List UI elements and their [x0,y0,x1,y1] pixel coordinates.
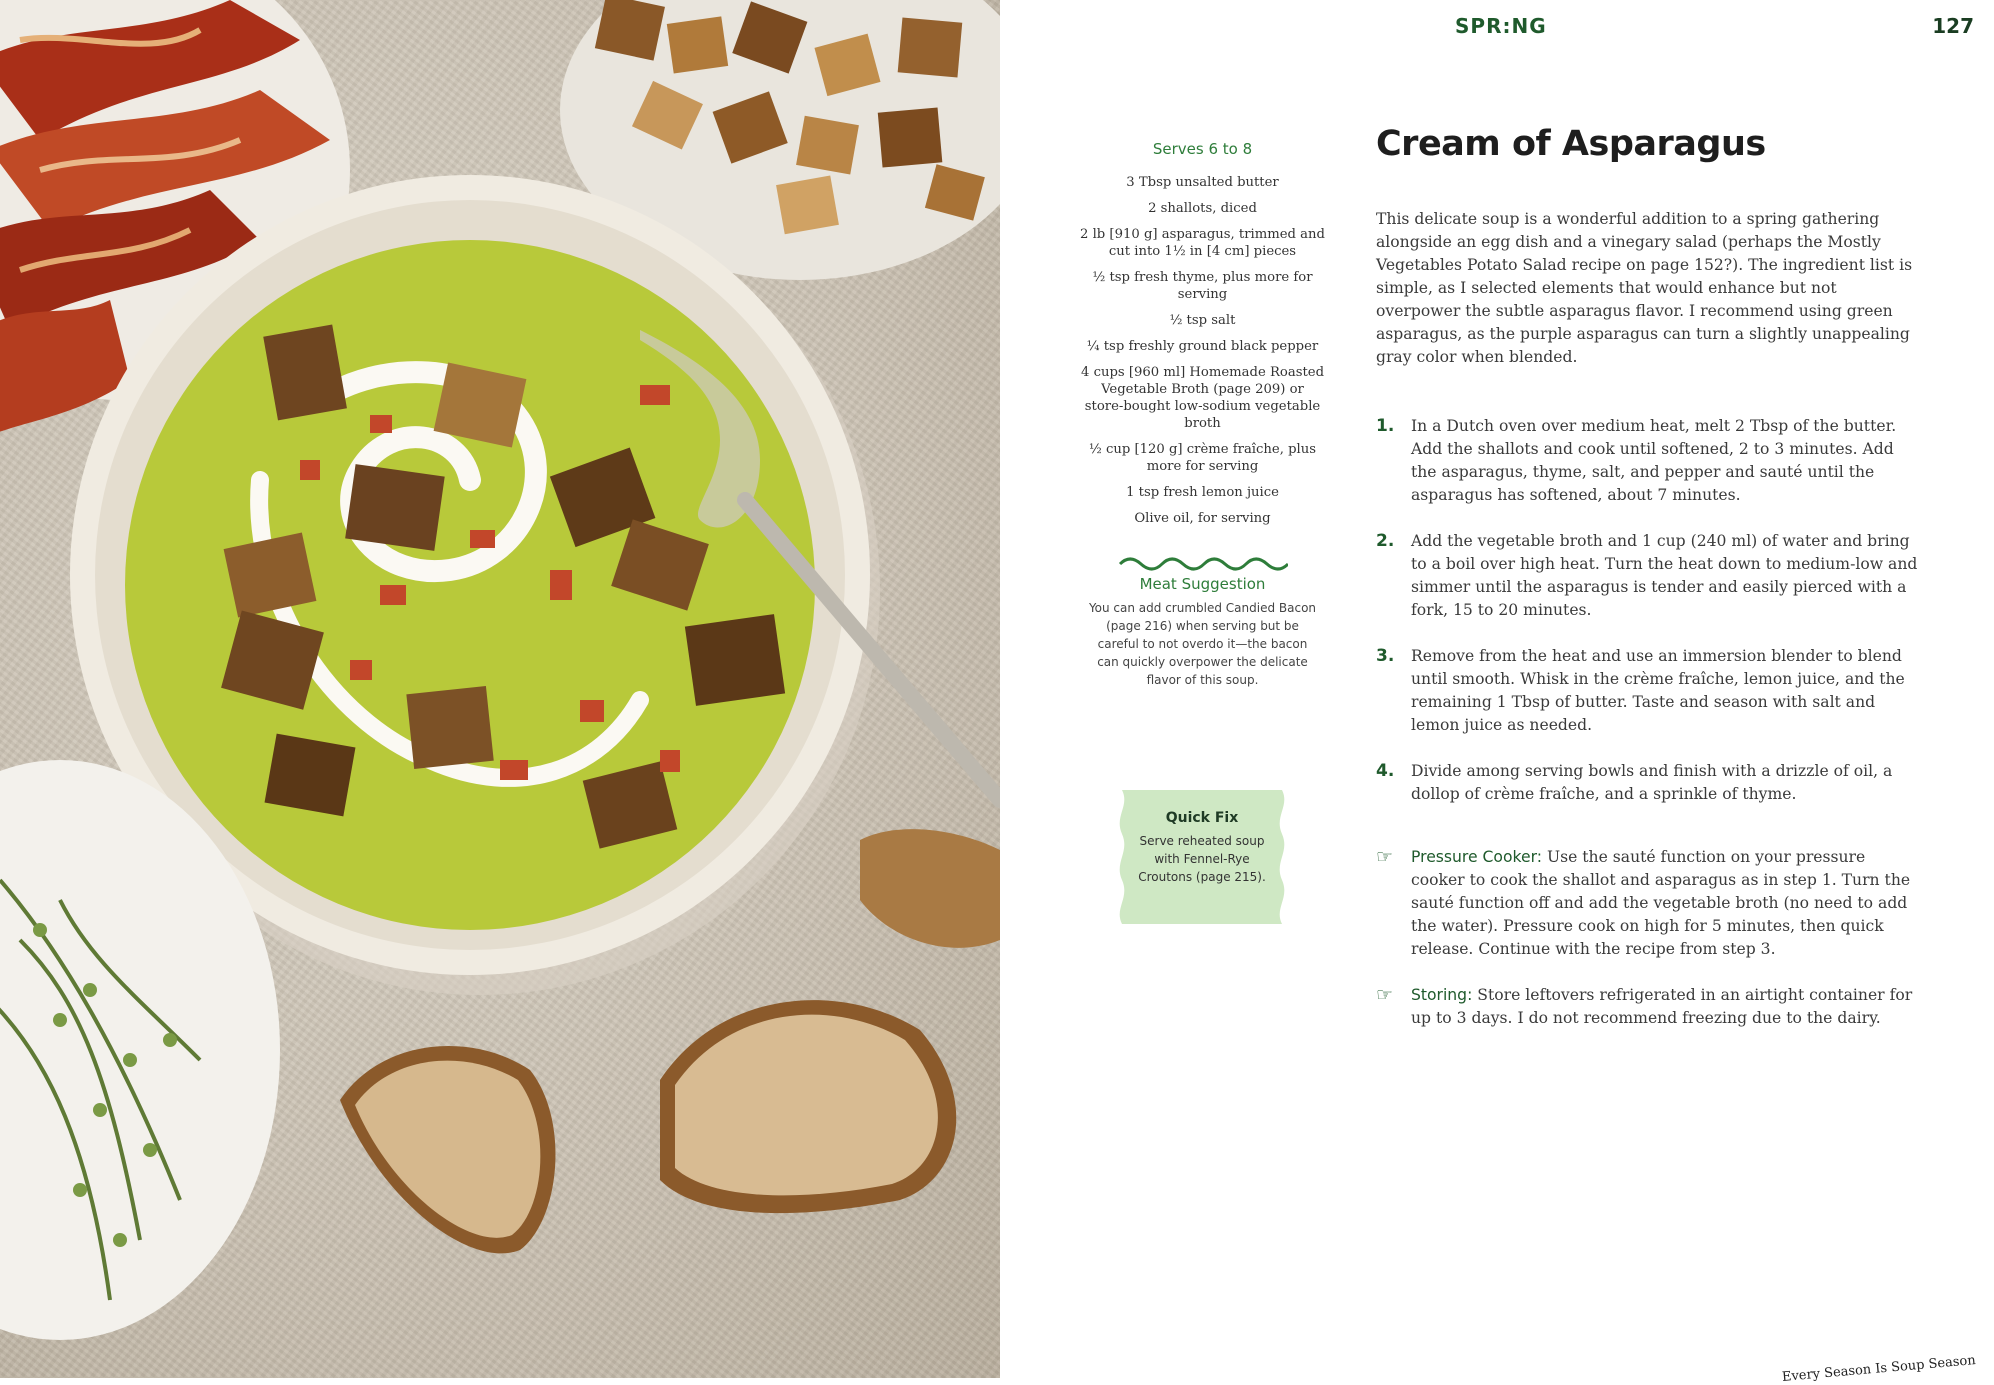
step-item [1376,415,1921,507]
step-text: Remove from the heat and use an immersion blender to blend until smooth. Whisk in the crème fraîche, lemon juice, and the remaining 1 Tbsp of butter. Taste and season with salt and lemon juice as needed. [1411,647,1905,734]
note-label: Pressure Cooker: [1411,848,1542,866]
step-item [1376,645,1921,737]
pressure-cooker-note [1376,846,1921,961]
storing-note [1376,984,1921,1030]
step-number: 4. [1376,761,1395,781]
note-text: Store leftovers refrigerated in an airtight container for up to 3 days. I do not recommend freezing due to the dairy. [1411,986,1913,1027]
ingredient-item: 4 cups [960 ml] Homemade Roasted Vegetable Broth (page 209) or store-bought low-sodium vegetable broth [1080,365,1325,431]
pointing-hand-icon: ☞ [1376,846,1394,868]
squiggle-divider [1118,557,1288,571]
step-item [1376,530,1921,622]
note-text: Use the sauté function on your pressure cooker to cook the shallot and asparagus as in step 1. Turn the sauté function off and add the vegetable broth (no need to add the water). Pressure cook on high for 5 minutes, then quick release. Continue with the recipe from step 3. [1411,848,1911,958]
ingredient-item: ¼ tsp freshly ground black pepper [1086,339,1319,354]
recipe-title: Cream of Asparagus [1376,124,1766,164]
serves-label: Serves 6 to 8 [1152,140,1253,158]
quick-fix-text: Serve reheated soup with Fennel-Rye Croutons (page 215). [1138,834,1266,884]
meat-suggestion-text: You can add crumbled Candied Bacon (page 216) when serving but be careful to not overdo it—the bacon can quickly overpower the delicate flavor of this soup. [1088,601,1317,687]
ingredient-item: 3 Tbsp unsalted butter [1126,175,1279,190]
meat-suggestion-title: Meat Suggestion [1139,575,1266,593]
pointing-hand-icon: ☞ [1376,984,1394,1006]
book-title-footer: Every Season Is Soup Season [1781,1353,1976,1385]
ingredient-item: ½ tsp fresh thyme, plus more for serving [1092,270,1313,302]
recipe-main [1376,124,1921,1053]
section-header: SPR:NG [1455,14,1547,38]
ingredients-sidebar [1080,140,1325,689]
ingredient-item: Olive oil, for serving [1134,511,1271,526]
photo-illustration [0,0,1000,1378]
recipe-intro: This delicate soup is a wonderful addition to a spring gathering alongside an egg dish and a vinegary salad (perhaps the Mostly Vegetables Potato Salad recipe on page 152?). The ingredient list is simple, as I selected elements that would enhance but not overpower the subtle asparagus flavor. I recommend using green asparagus, as the purple asparagus can turn a slightly unappealing gray color when blended. [1376,210,1913,366]
step-number: 3. [1376,646,1395,666]
ingredient-item: 1 tsp fresh lemon juice [1126,485,1279,500]
ingredient-item: 2 lb [910 g] asparagus, trimmed and cut into 1½ in [4 cm] pieces [1080,227,1325,259]
ingredient-item: ½ tsp salt [1169,313,1236,328]
step-text: In a Dutch oven over medium heat, melt 2 Tbsp of the butter. Add the shallots and cook until softened, 2 to 3 minutes. Add the asparagus, thyme, salt, and pepper and sauté until the asparagus has softened, about 7 minutes. [1411,417,1897,504]
quick-fix-box [1114,786,1290,928]
ingredient-item: ½ cup [120 g] crème fraîche, plus more for serving [1088,442,1317,474]
ingredient-item: 2 shallots, diced [1148,201,1257,216]
ingredient-list [1080,174,1325,527]
step-text: Divide among serving bowls and finish with a drizzle of oil, a dollop of crème fraîche, and a sprinkle of thyme. [1411,762,1893,803]
asparagus-soup [125,240,815,930]
step-number: 1. [1376,416,1395,436]
recipe-page [1000,0,1994,1385]
note-label: Storing: [1411,986,1473,1004]
step-list [1376,415,1921,806]
soup-photo [0,0,1000,1378]
recipe-notes [1376,846,1921,1030]
step-text: Add the vegetable broth and 1 cup (240 ml) of water and bring to a boil over high heat. Turn the heat down to medium-low and simmer until the asparagus is tender and easily pierced with a fork, 15 to 20 minutes. [1411,532,1918,619]
step-number: 2. [1376,531,1395,551]
meat-suggestion [1080,557,1325,689]
page-number: 127 [1932,14,1974,38]
step-item [1376,760,1921,806]
quick-fix-title: Quick Fix [1165,810,1239,826]
